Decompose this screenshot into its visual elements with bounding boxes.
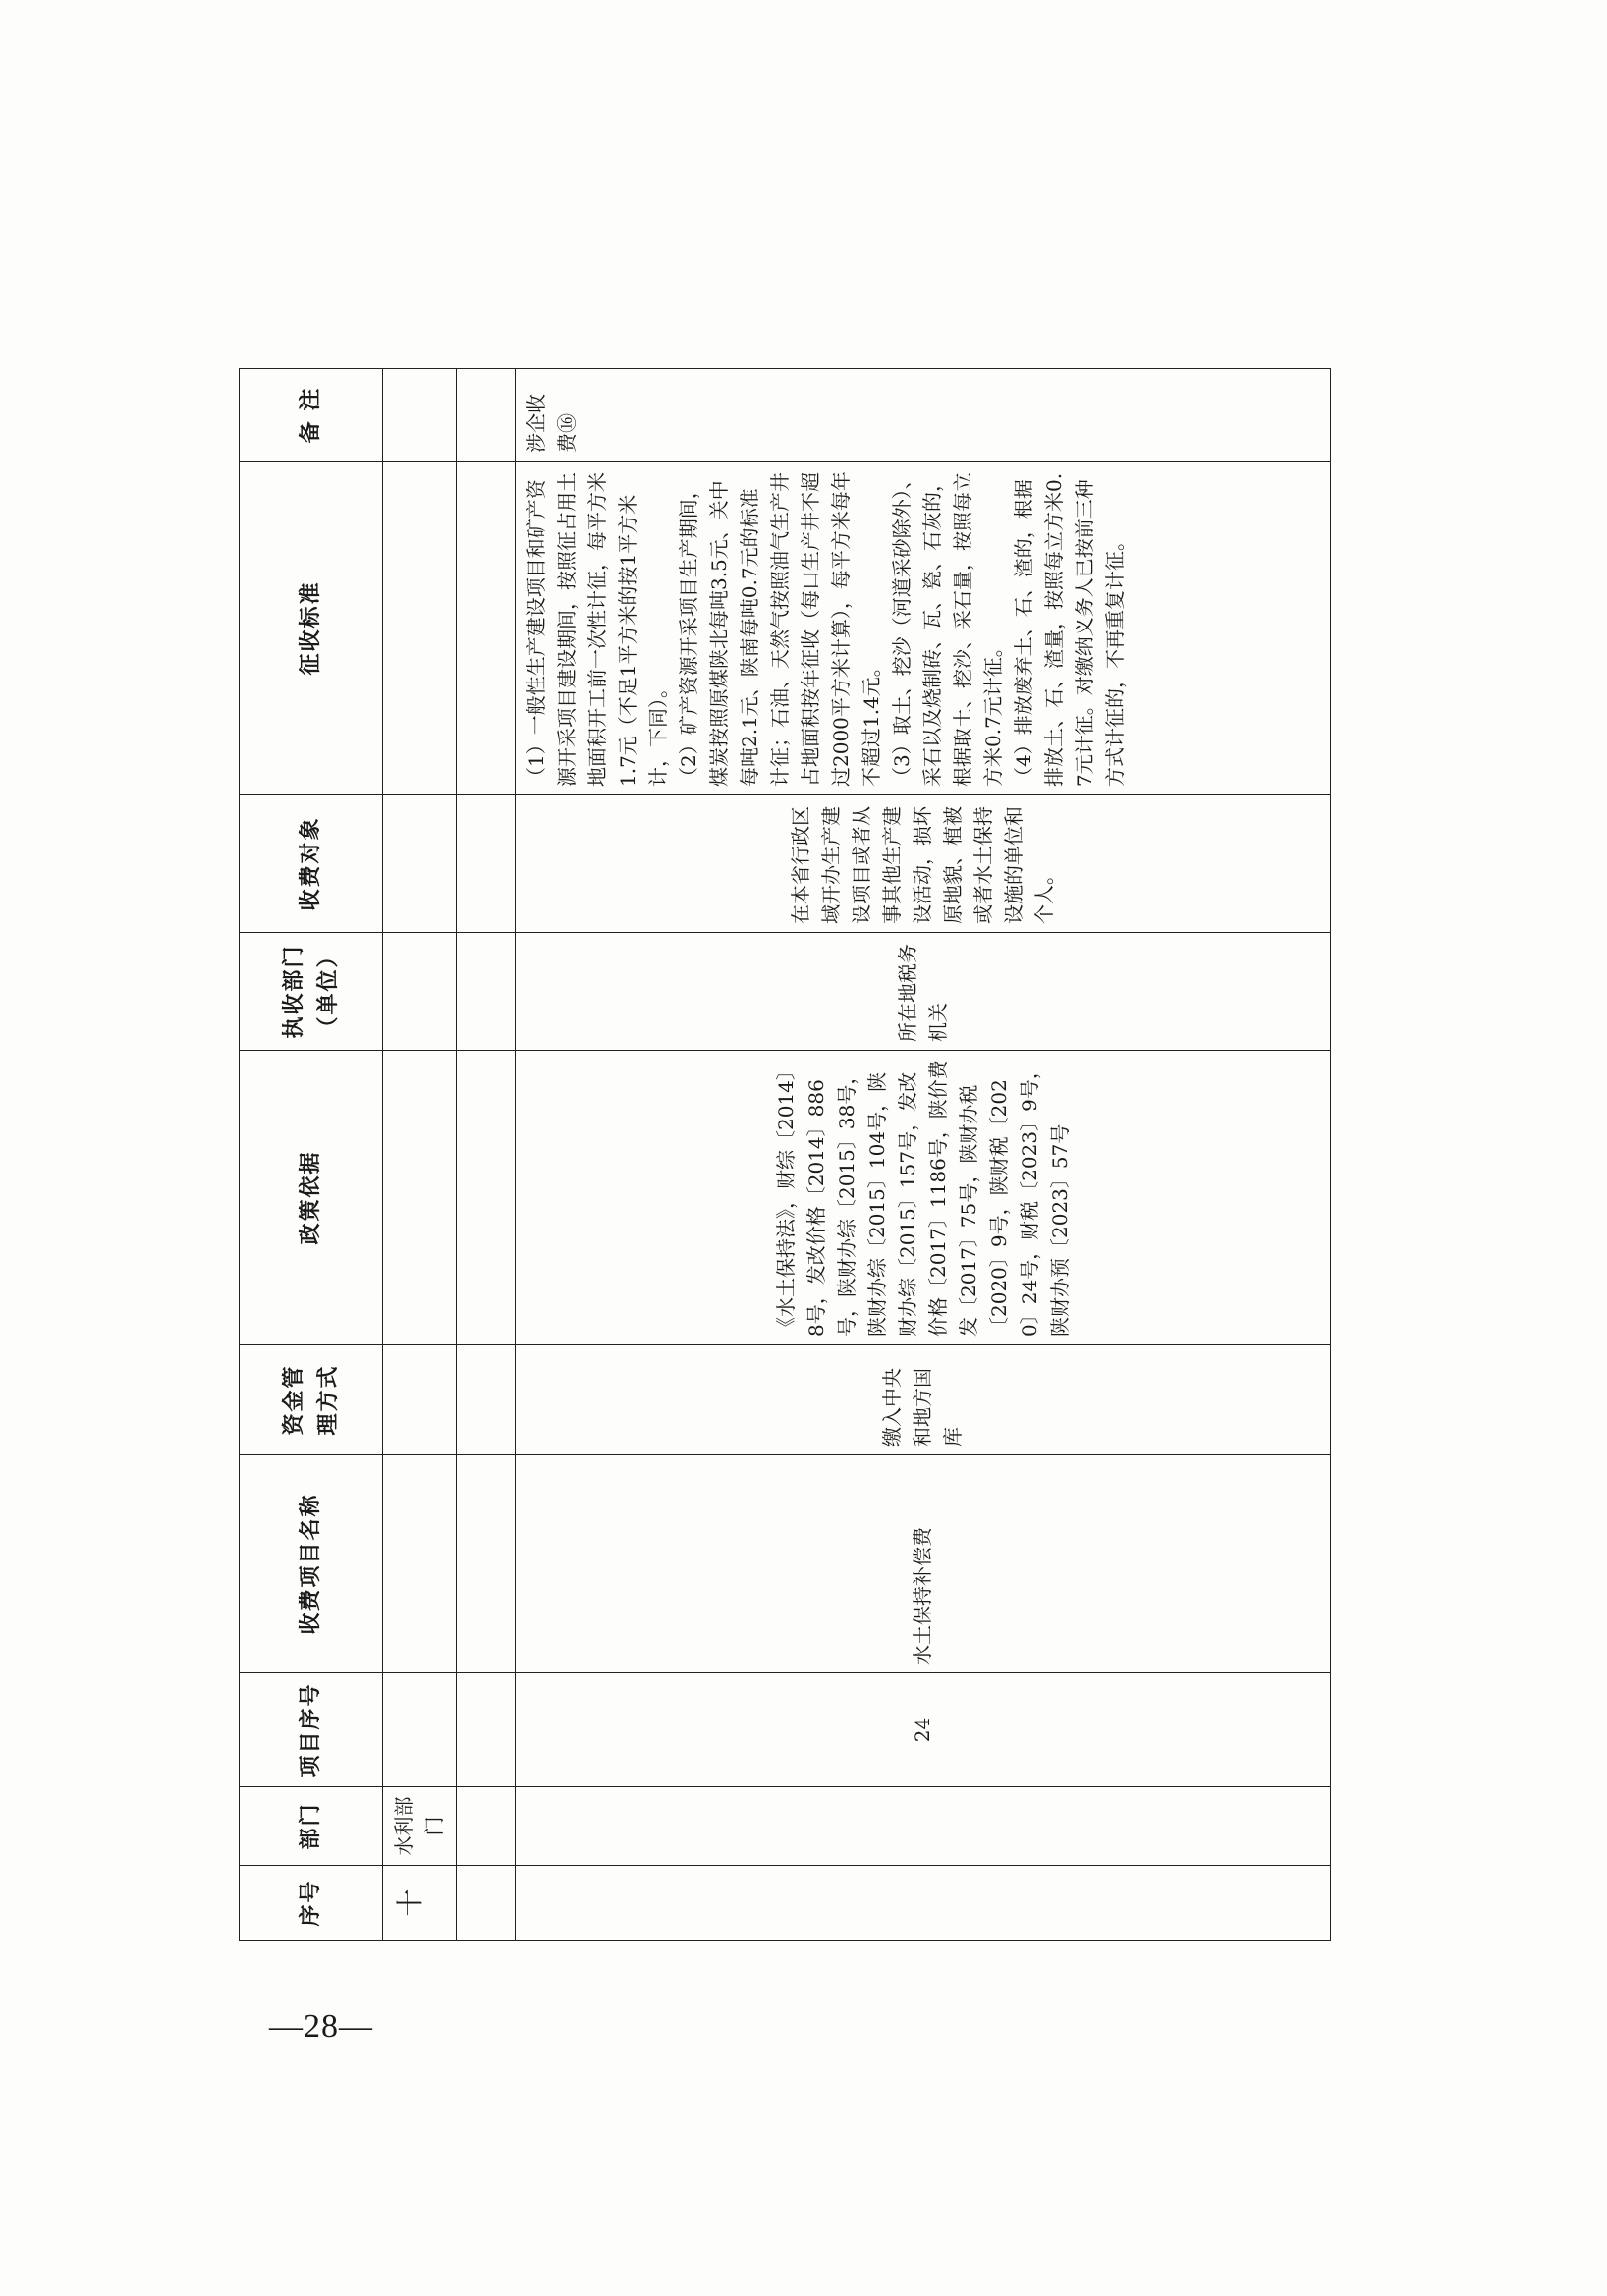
row-standard xyxy=(516,462,1331,795)
standard-item-3: （3）取土、挖沙（河道采砂除外）、采石以及烧制砖、瓦、瓷、石灰的，根据取土、挖沙、采石量，按照每立方米0.7元计征。 xyxy=(890,469,1005,787)
spacer-cell-10 xyxy=(457,369,516,462)
section-empty-4 xyxy=(383,1455,457,1673)
section-empty-6 xyxy=(383,1051,457,1345)
row-collector: 所在地税务机关 xyxy=(516,933,1331,1051)
row-item-name: 水土保持补偿费 xyxy=(516,1455,1331,1673)
section-seq: 十 xyxy=(383,1866,457,1941)
page-number: —28— xyxy=(269,2008,373,2045)
section-empty-8 xyxy=(383,795,457,933)
section-empty-5 xyxy=(383,1345,457,1455)
header-payer: 收费对象 xyxy=(240,795,383,933)
section-empty-9 xyxy=(383,462,457,795)
row-policy: 《水土保持法》，财综〔2014〕8号，发改价格〔2014〕886号，陕财办综〔2015〕38号，陕财办综〔2015〕104号，陕财办综〔2015〕157号，发改价格〔2017〕1186号，陕价费发〔2017〕75号，陕财办税〔2020〕9号，陕财税〔2020〕24号，财税〔2023〕9号，陕财办预〔2023〕57号 xyxy=(516,1051,1331,1345)
header-item-name: 收费项目名称 xyxy=(240,1455,383,1673)
standard-item-4: （4）排放废弃土、石、渣的，根据排放土、石、渣量，按照每立方米0.7元计征。对缴纳义务人已按前三种方式计征的，不再重复计征。 xyxy=(1012,472,1127,787)
header-policy: 政策依据 xyxy=(240,1051,383,1345)
header-note: 备 注 xyxy=(240,369,383,462)
spacer-cell-5 xyxy=(457,1345,516,1455)
spacer-cell-8 xyxy=(457,795,516,933)
section-empty-10 xyxy=(383,369,457,462)
header-collector: 执收部门（单位） xyxy=(240,933,383,1051)
row-item-no: 24 xyxy=(516,1673,1331,1787)
header-item-no: 项目序号 xyxy=(240,1673,383,1787)
spacer-cell-1 xyxy=(457,1866,516,1941)
header-dept: 部门 xyxy=(240,1787,383,1866)
row-dept xyxy=(516,1787,1331,1866)
header-standard: 征收标准 xyxy=(240,462,383,795)
row-seq xyxy=(516,1866,1331,1941)
spacer-cell-4 xyxy=(457,1455,516,1673)
row-payer: 在本省行政区域开办生产建设项目或者从事其他生产建设活动，损坏原地貌、植被或者水土保持设施的单位和个人。 xyxy=(516,795,1331,933)
spacer-cell-6 xyxy=(457,1051,516,1345)
section-row xyxy=(383,369,457,1941)
spacer-cell-9 xyxy=(457,462,516,795)
spacer-row xyxy=(457,369,516,1941)
section-empty-3 xyxy=(383,1673,457,1787)
standard-item-1: （1）一般性生产建设项目和矿产资源开采项目建设期间，按照征占用土地面积开工前一次性计征，每平方米1.7元（不足1平方米的按1平方米计，下同）。 xyxy=(525,472,670,787)
header-seq: 序号 xyxy=(240,1866,383,1941)
fee-table xyxy=(239,368,1331,1941)
row-fund: 缴入中央和地方国库 xyxy=(516,1345,1331,1455)
spacer-cell-7 xyxy=(457,933,516,1051)
header-fund: 资金管理方式 xyxy=(240,1345,383,1455)
section-dept: 水利部门 xyxy=(383,1787,457,1866)
standard-item-2: （2）矿产资源开采项目生产期间，煤炭按照原煤陕北每吨3.5元、关中每吨2.1元、陕南每吨0.7元的标准计征；石油、天然气按照油气生产井占地面积按年征收（每口生产井不超过2000平方米计算），每平方米每年不超过1.4元。 xyxy=(677,471,883,787)
rotated-table-wrapper xyxy=(239,369,1331,1941)
spacer-cell-3 xyxy=(457,1673,516,1787)
table-row xyxy=(516,369,1331,1941)
section-empty-7 xyxy=(383,933,457,1051)
table-header-row xyxy=(240,369,383,1941)
row-note: 涉企收费⑯ xyxy=(516,369,1331,462)
spacer-cell-2 xyxy=(457,1787,516,1866)
